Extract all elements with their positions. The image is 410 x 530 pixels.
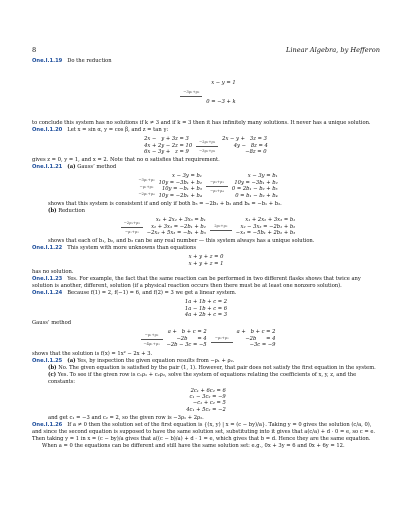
exercise-label: One.I.1.24: [32, 290, 63, 297]
row-op-arrow: [202, 178, 232, 194]
exercise-label: One.I.1.21: [32, 164, 63, 171]
exercise-1-21: [32, 164, 380, 171]
running-title: Linear Algebra, by Hefferon: [286, 46, 380, 54]
paragraph: shows that each of b₁, b₂, and b₃ can be any real number — this system always has a unique solution.: [48, 238, 315, 245]
part-label: (a): [67, 164, 76, 171]
reduction-display: [32, 67, 380, 118]
part-text: Reduction: [58, 208, 85, 215]
equation-system: [32, 136, 380, 155]
row-operation: −ρ₂+ρ₄: [209, 188, 224, 194]
row-operation: −3ρ₁+ρ₃: [199, 147, 216, 153]
system-left: x₁ + 2x₂ + 3x₃ = b₁ x₂ + 3x₃ = −2b₁ + b₂ −2x₂ + 5x₃ = −b₁ + b₃: [146, 217, 206, 236]
exercise-label: One.I.1.19: [32, 58, 63, 64]
system-left: 2x − y + 3z = 3 4x + 2y − 2z = 10 6x − 3y + z = 9: [144, 136, 193, 156]
part-c: [32, 372, 380, 386]
row-operation: −ρ₁+ρ₃: [124, 228, 139, 234]
system-left: x − 3y = b₁ 10y = −3b₁ + b₂ 10y = −b₁ + b₃ 10y = −2b₁ + b₄: [158, 173, 202, 199]
equation-system: [32, 217, 380, 236]
part-label: (b): [48, 364, 57, 371]
row-operation: −2ρ₁+ρ₂: [199, 138, 216, 144]
exercise-intro: Do the reduction: [67, 58, 112, 64]
exercise-1-19: [32, 58, 380, 65]
row-operation: −ρ₂+ρ₃: [214, 335, 229, 341]
row-op-arrow: [176, 88, 206, 97]
row-operation: −ρ₁+ρ₂: [144, 331, 159, 337]
part-b: [32, 365, 380, 372]
exercise-label: One.I.1.26: [32, 422, 63, 429]
part-label: (a): [67, 357, 76, 364]
system: 2c₁ + 6c₂ = 6 c₁ − 3c₂ = −9 −c₁ + c₂ = 5 4c₁ + 5c₂ = −2: [186, 387, 226, 413]
paragraph: and get c₁ = −3 and c₂ = 2, so the given row is −3ρ₁ + 2ρ₂.: [48, 415, 204, 422]
exercise-label: One.I.1.25: [32, 357, 63, 364]
row-operation: −ρ₂+ρ₃: [209, 179, 224, 185]
equation-system: [32, 299, 380, 318]
paragraph: shows that this system is consistent if and only if both b₃ = −2b₁ + b₂ and b₄ = −b₁ + b₂.: [48, 201, 282, 208]
paragraph: shows that the solution is f(x) = 1x² − 2x + 3.: [32, 350, 153, 357]
part-text: Yes, by inspection the given equation results from −ρ₁ + ρ₂.: [77, 357, 235, 364]
part-text: Gauss’ method: [77, 164, 117, 171]
exercise-1-25: [32, 358, 380, 365]
exercise-text: Yes. For example, the fact that the same reaction can be performed in two different flasks shows that twice any solution is another, different, solution (if a physical reaction occurs then there must be at least one nonzero solution).: [32, 276, 361, 290]
row-operation: 2ρ₂+ρ₃: [214, 223, 228, 229]
row-op-arrow: [206, 222, 236, 231]
exercise-1-20: [32, 127, 380, 134]
equation-system: [32, 388, 380, 414]
paragraph: gives z = 0, y = 1, and x = 2. Note that no α satisfies that requirement.: [32, 157, 220, 164]
exercise-label: One.I.1.22: [32, 245, 63, 252]
exercise-intro: Because f(1) = 2, f(−1) = 6, and f(2) = 3 we get a linear system.: [67, 290, 237, 297]
row-operation: −4ρ₁+ρ₃: [143, 340, 160, 346]
exercise-intro: Let x = sin α, y = cos β, and z = tan γ:: [67, 127, 169, 134]
equation-system: [32, 329, 380, 348]
row-op-arrow: [207, 334, 237, 343]
system-right: x − 3y = b₁ 10y = −3b₁ + b₂ 0 = 2b₁ − b₂ + b₃ 0 = b₁ − b₂ + b₄: [231, 173, 278, 199]
row-operation: −3ρ₁+ρ₂: [183, 89, 200, 95]
paragraph: When a = 0 the equations can be different and still have the same solution set: e.g., 0x + 3y = 6 and 0x + 6y = 12.: [42, 443, 345, 450]
system-right: x₁ + 2x₂ + 3x₃ = b₁ x₂ − 3x₃ = −2b₁ + b₂ −x₃ = −5b₁ + 2b₂ + b₃: [235, 217, 296, 236]
system-left: a + b + c = 2 −2b = 4 −2b − 3c = −5: [166, 329, 207, 349]
row-op-arrow: [137, 331, 167, 347]
equation-system: [32, 254, 380, 267]
equation: x − y = 1: [211, 79, 236, 86]
system-right: 2x − y + 3z = 3 4y − 8z = 4 −8z = 0: [222, 136, 268, 156]
part-b: [32, 208, 380, 215]
part-label: (c): [48, 371, 57, 378]
part-label: (b): [48, 208, 57, 215]
page-content: [32, 58, 380, 450]
running-header: [32, 46, 380, 58]
row-op-arrow: [134, 176, 158, 197]
row-operation: −3ρ₁+ρ₂: [138, 176, 155, 182]
row-operation: −2ρ₁+ρ₂: [123, 219, 140, 225]
part-text: No. The given equation is satisfied by the pair (1, 1). However, that pair does not satisfy the first equation in the system.: [58, 364, 376, 371]
exercise-1-22: [32, 245, 380, 252]
page-number: 8: [32, 46, 37, 54]
equation: 0 = −3 + k: [206, 99, 236, 106]
exercise-intro: This system with more unknowns than equations: [67, 245, 196, 252]
exercise-1-23: [32, 276, 380, 290]
row-operation: −2ρ₁+ρ₄: [138, 190, 155, 196]
system: 1a + 1b + c = 2 1a − 1b + c = 6 4a + 2b + c = 3: [184, 299, 228, 318]
paragraph: Gauss’ method: [32, 320, 72, 327]
row-op-arrow: [192, 138, 222, 154]
part-text: Yes. To see if the given row is c₁ρ₁ + c₂ρ₂, solve the system of equations relating the coefficients of x, y, z, and the constants:: [48, 371, 357, 385]
exercise-1-24: [32, 290, 380, 297]
row-op-arrow: [117, 219, 147, 235]
exercise-text: If a ≠ 0 then the solution set of the first equation is {(x, y) | x = (c − by)/a}. Taking y = 0 gives the solution (c/a, 0), and since the second equation is supposed to have the same solution set, substituting into it gives that a(c/a) + d · 0 = e, so c = e. Then taking y = 1 in x = (c − by)/a gives that a((c − b)/a) + d · 1 = e, which gives that b = d. Hence they are the same equation.: [32, 422, 376, 443]
system-right: a + b + c = 2 −2b = 4 −3c = −9: [236, 329, 276, 349]
paragraph: has no solution.: [32, 269, 74, 276]
paragraph: to conclude this system has no solutions if k ≠ 3 and if k = 3 then it has infinitely many solutions. It never has a unique solution.: [32, 120, 371, 127]
system: x + y + z = 0 x + y + z = 1: [188, 254, 224, 267]
exercise-label: One.I.1.23: [32, 276, 63, 283]
exercise-1-26: [32, 422, 380, 443]
equation-system: [32, 173, 380, 199]
row-operation: −ρ₁+ρ₃: [139, 183, 154, 189]
exercise-label: One.I.1.20: [32, 127, 63, 134]
